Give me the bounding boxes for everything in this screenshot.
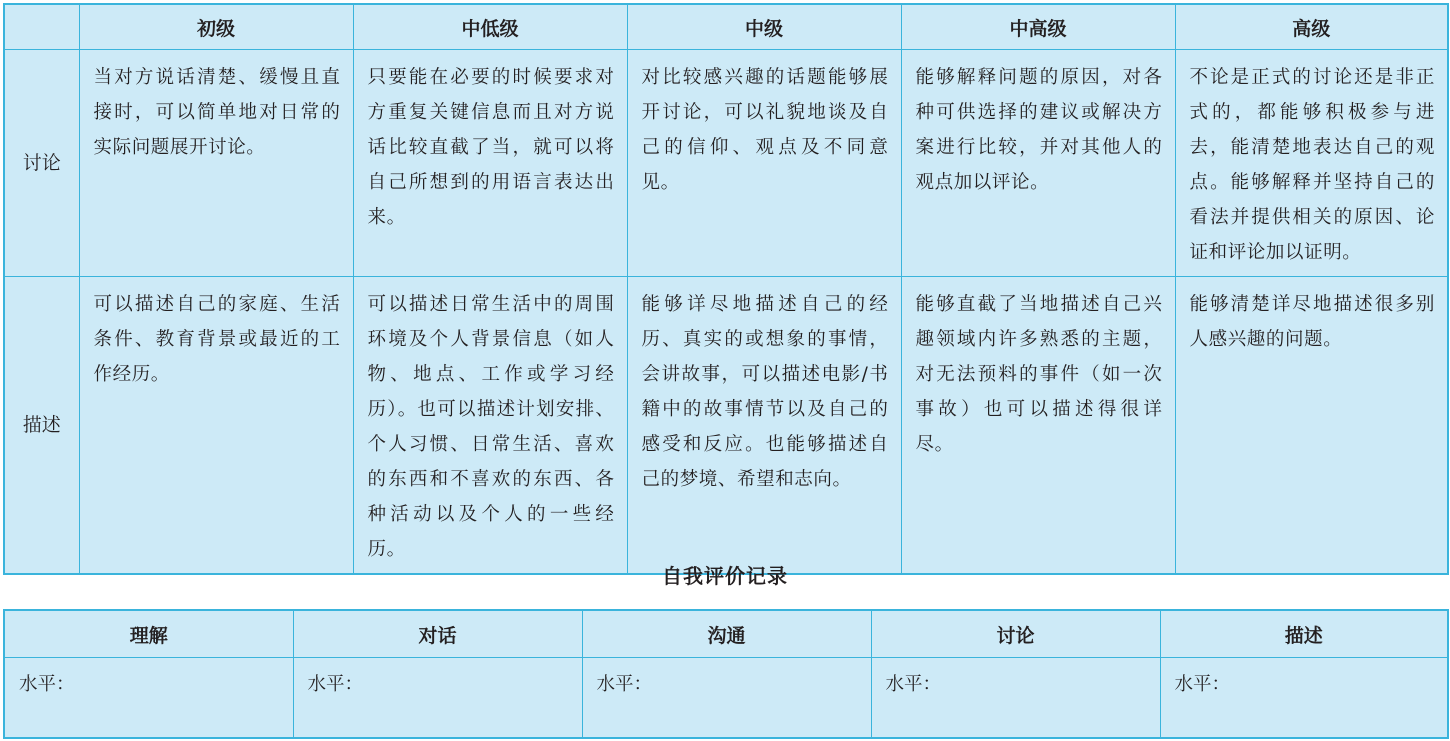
description-intermediate-cell: 能够详尽地描述自己的经历、真实的或想象的事情，会讲故事，可以描述电影/书籍中的故事情节以及自己的感受和反应。也能够描述自己的梦境、希望和志向。: [627, 277, 901, 575]
level-header-lower-intermediate: 中低级: [353, 4, 627, 50]
skill-header-comprehension: 理解: [4, 610, 293, 658]
skill-header-discussion: 讨论: [871, 610, 1160, 658]
row-label-description: 描述: [4, 277, 79, 575]
rubric-row-discussion: [4, 50, 1448, 277]
description-upper-intermediate-cell: 能够直截了当地描述自己兴趣领域内许多熟悉的主题，对无法预料的事件（如一次事故）也可以描述得很详尽。: [901, 277, 1175, 575]
skill-header-communication: 沟通: [582, 610, 871, 658]
skill-header-description: 描述: [1160, 610, 1448, 658]
discussion-intermediate-cell: 对比较感兴趣的话题能够展开讨论，可以礼貌地谈及自己的信仰、观点及不同意见。: [627, 50, 901, 277]
level-field-communication[interactable]: 水平：: [582, 658, 871, 739]
description-beginner-cell: 可以描述自己的家庭、生活条件、教育背景或最近的工作经历。: [79, 277, 353, 575]
self-evaluation-level-row: [4, 658, 1448, 739]
level-header-beginner: 初级: [79, 4, 353, 50]
description-lower-intermediate-cell: 可以描述日常生活中的周围环境及个人背景信息（如人物、地点、工作或学习经历）。也可以描述计划安排、个人习惯、日常生活、喜欢的东西和不喜欢的东西、各种活动以及个人的一些经历。: [353, 277, 627, 575]
description-advanced-cell: 能够清楚详尽地描述很多别人感兴趣的问题。: [1175, 277, 1448, 575]
level-field-discussion[interactable]: 水平：: [871, 658, 1160, 739]
discussion-beginner-cell: 当对方说话清楚、缓慢且直接时，可以简单地对日常的实际问题展开讨论。: [79, 50, 353, 277]
self-evaluation-title: 自我评价记录: [662, 564, 788, 588]
level-field-description[interactable]: 水平：: [1160, 658, 1448, 739]
rubric-corner-cell: [4, 4, 79, 50]
self-evaluation-header-row: [4, 610, 1448, 658]
rubric-header-row: [4, 4, 1448, 50]
level-header-intermediate: 中级: [627, 4, 901, 50]
discussion-upper-intermediate-cell: 能够解释问题的原因，对各种可供选择的建议或解决方案进行比较，并对其他人的观点加以评论。: [901, 50, 1175, 277]
level-field-dialogue[interactable]: 水平：: [293, 658, 582, 739]
rubric-table: [3, 3, 1449, 575]
self-evaluation-table: [3, 609, 1449, 739]
skill-header-dialogue: 对话: [293, 610, 582, 658]
rubric-row-description: [4, 277, 1448, 575]
level-header-advanced: 高级: [1175, 4, 1448, 50]
level-field-comprehension[interactable]: 水平：: [4, 658, 293, 739]
discussion-lower-intermediate-cell: 只要能在必要的时候要求对方重复关键信息而且对方说话比较直截了当，就可以将自己所想到的用语言表达出来。: [353, 50, 627, 277]
row-label-discussion: 讨论: [4, 50, 79, 277]
discussion-advanced-cell: 不论是正式的讨论还是非正式的，都能够积极参与进去，能清楚地表达自己的观点。能够解释并坚持自己的看法并提供相关的原因、论证和评论加以证明。: [1175, 50, 1448, 277]
level-header-upper-intermediate: 中高级: [901, 4, 1175, 50]
